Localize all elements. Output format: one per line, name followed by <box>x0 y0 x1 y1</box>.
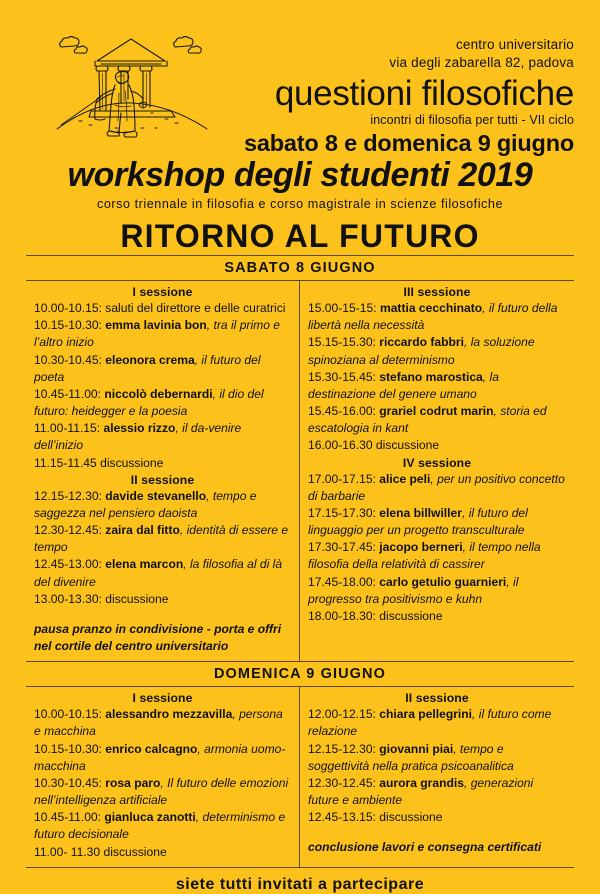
session-heading: I sessione <box>132 691 193 706</box>
schedule-entry <box>34 300 291 317</box>
venue-address: via degli zabarella 82, padova <box>389 54 574 70</box>
venue-and-title-block <box>244 36 574 155</box>
entry-talk-title: , per un positivo concetto di barbarie <box>308 471 565 503</box>
session-heading: III sessione <box>403 285 471 299</box>
entry-talk-title: , il progresso tra positivismo e kuhn <box>308 574 519 606</box>
theme-title: RITORNO AL FUTURO <box>120 217 480 254</box>
entry-talk-title: , il dio del futuro: heidegger e la poesia <box>34 386 264 419</box>
schedule-entry <box>34 455 291 472</box>
entry-speaker: jacopo berneri <box>375 540 463 555</box>
day-title: SABATO 8 GIUGNO <box>26 256 574 281</box>
session-heading: II sessione <box>405 691 469 706</box>
schedule-column-right <box>300 281 574 661</box>
day-block <box>26 255 574 661</box>
schedule-entry <box>308 369 566 403</box>
entry-speaker: zaira dal fitto <box>101 523 180 538</box>
entry-time: 10.45-11.00: <box>34 386 102 401</box>
schedule <box>26 255 574 894</box>
entry-time: 10.00-10.15: <box>34 301 102 315</box>
entry-talk-title: , storia ed escatologia in kant <box>308 404 547 436</box>
entry-label: discussione <box>372 438 440 453</box>
entry-talk-title: , identità di essere e tempo <box>34 523 289 555</box>
schedule-entry <box>308 608 566 625</box>
entry-label: discussione <box>375 810 443 825</box>
entry-talk-title: , persona e macchina <box>34 707 283 739</box>
schedule-entry <box>308 539 566 573</box>
entry-time: 17.15-17.30: <box>308 505 376 520</box>
entry-speaker: mattia cecchinato <box>376 301 483 315</box>
schedule-entry <box>308 403 566 437</box>
entry-speaker: elena billwiller <box>375 505 462 520</box>
entry-speaker: niccolò debernardi <box>101 386 213 401</box>
schedule-entry <box>34 741 291 775</box>
schedule-entry <box>34 317 291 351</box>
schedule-entry <box>34 809 291 843</box>
entry-time: 13.00-13.30: <box>34 591 102 606</box>
entry-time: 17.00-17.15: <box>308 471 376 486</box>
entry-speaker: rosa paro <box>101 775 161 790</box>
schedule-entry <box>34 775 291 809</box>
entry-talk-title: , il futuro del poeta <box>34 352 261 384</box>
poster-header <box>0 0 600 254</box>
entry-time: 12.45-13.00: <box>34 557 102 572</box>
entry-talk-title: , Il futuro delle emozioni nell’intelligenza artificiale <box>34 775 289 808</box>
footer-invitation: siete tutti invitati a partecipare <box>175 875 425 893</box>
entry-speaker: enrico calcagno <box>101 741 198 756</box>
entry-talk-title: , la filosofia al di là del divenire <box>34 557 283 589</box>
entry-talk-title: , il futuro della libertà nella necessità <box>308 301 558 333</box>
entry-label: saluti del direttore e delle curatrici <box>101 301 286 315</box>
schedule-entry <box>34 488 291 522</box>
schedule-column-left <box>26 281 300 661</box>
entry-time: 15.15-15.30: <box>308 335 376 350</box>
session-heading: IV sessione <box>402 455 472 470</box>
entry-time: 16.00-16.30 <box>308 438 373 453</box>
entry-talk-title: , generazioni future e ambiente <box>308 775 534 808</box>
schedule-entry <box>308 471 566 505</box>
entry-speaker: alessio rizzo <box>100 421 176 436</box>
entry-time: 15.00-15-15: <box>308 301 377 315</box>
poster-main-title: questioni filosofiche <box>274 73 574 113</box>
entry-time: 15.45-16.00: <box>308 404 376 419</box>
entry-time: 12.15-12.30: <box>34 488 102 503</box>
entry-time: 12.30-12.45: <box>308 775 376 790</box>
schedule-entry <box>34 706 291 740</box>
session-heading: II sessione <box>130 472 195 487</box>
entry-time: 12.00-12.15: <box>308 707 376 722</box>
entry-talk-title: , la destinazione del genere umano <box>308 369 499 401</box>
entry-speaker: chiara pellegrini <box>375 707 473 722</box>
entry-time: 17.45-18.00: <box>308 574 376 589</box>
greek-temple-philosopher-illustration <box>55 33 210 161</box>
day-columns <box>26 281 574 661</box>
entry-time: 15.30-15.45: <box>308 369 376 384</box>
session-heading: I sessione <box>132 285 193 299</box>
schedule-entry <box>308 809 566 826</box>
entry-label: discussione <box>100 844 167 859</box>
entry-speaker: stefano marostica <box>375 369 483 384</box>
schedule-entry <box>308 334 566 368</box>
schedule-entry <box>308 574 566 608</box>
day-title: DOMENICA 9 GIUGNO <box>26 662 574 687</box>
entry-speaker: davide stevanello <box>101 488 207 503</box>
entry-time: 18.00-18.30: <box>308 608 376 623</box>
schedule-entry <box>34 420 291 454</box>
schedule-entry <box>308 300 566 334</box>
schedule-column-right <box>300 687 574 867</box>
days-container <box>26 255 574 867</box>
entry-time: 11.00- 11.30 <box>34 844 101 859</box>
schedule-note: pausa pranzo in condivisione - porta e offri nel cortile del centro universitario <box>34 621 282 654</box>
schedule-entry <box>34 522 291 556</box>
entry-label: discussione <box>375 608 443 623</box>
schedule-entry <box>308 741 566 775</box>
entry-speaker: alessandro mezzavilla <box>101 707 233 722</box>
entry-talk-title: , armonia uomo-macchina <box>34 741 286 773</box>
entry-time: 12.30-12.45: <box>34 523 102 538</box>
entry-talk-title: , determinismo e futuro decisionale <box>34 810 286 842</box>
entry-talk-title: , tempo e soggettività nella pratica psicoanalitica <box>308 741 514 773</box>
entry-time: 10.30-10.45: <box>34 352 102 367</box>
entry-time: 11.00-11.15: <box>34 421 101 436</box>
schedule-entry <box>34 556 291 590</box>
entry-time: 12.15-12.30: <box>308 741 376 756</box>
entry-speaker: grariel codrut marin <box>375 404 494 419</box>
schedule-entry <box>308 505 566 539</box>
entry-time: 10.30-10.45: <box>34 775 102 790</box>
entry-time: 17.30-17.45: <box>308 540 376 555</box>
poster-dates: sabato 8 e domenica 9 giugno <box>244 129 574 156</box>
venue-name: centro universitario <box>455 37 574 52</box>
schedule-column-left <box>26 687 300 867</box>
course-line: corso triennale in filosofia e corso magistrale in scienze filosofiche <box>97 196 503 211</box>
entry-speaker: aurora grandis <box>375 775 464 790</box>
cloud-right-icon <box>174 37 202 54</box>
schedule-entry <box>34 844 291 861</box>
cloud-left-icon <box>60 37 88 54</box>
entry-speaker: riccardo fabbri <box>375 335 464 350</box>
poster-subtitle: incontri di filosofia per tutti - VII ciclo <box>370 113 574 127</box>
entry-talk-title: , tempo e saggezza nel pensiero daoista <box>34 488 257 520</box>
poster-center-titles <box>0 158 600 254</box>
entry-speaker: elena marcon <box>101 557 184 572</box>
entry-label: discussione <box>96 455 164 470</box>
entry-speaker: emma lavinia bon <box>101 318 207 333</box>
day-columns <box>26 687 574 867</box>
entry-talk-title: , il tempo nella filosofia della relatività di cassirer <box>308 540 541 572</box>
entry-time: 11.15-11.45 <box>34 455 97 470</box>
entry-time: 12.45-13.15: <box>308 810 376 825</box>
entry-label: discussione <box>101 591 169 606</box>
schedule-note: conclusione lavori e consegna certificati <box>308 840 542 855</box>
day-block <box>26 661 574 867</box>
entry-speaker: alice peli <box>375 471 431 486</box>
schedule-entry <box>308 437 566 454</box>
entry-talk-title: , tra il primo e l’altro inizio <box>34 318 281 350</box>
entry-time: 10.45-11.00: <box>34 810 102 825</box>
entry-talk-title: , il futuro del linguaggio per un progetto transculturale <box>308 505 528 538</box>
schedule-entry <box>308 706 566 740</box>
schedule-entry <box>34 386 291 420</box>
entry-speaker: giovanni piai <box>375 741 454 756</box>
entry-time: 10.15-10.30: <box>34 318 102 333</box>
entry-time: 10.00-10.15: <box>34 707 102 722</box>
schedule-entry <box>34 352 291 386</box>
entry-speaker: eleonora crema <box>101 352 195 367</box>
entry-talk-title: , il futuro come relazione <box>308 707 552 739</box>
entry-time: 10.15-10.30: <box>34 741 102 756</box>
workshop-title: workshop degli studenti 2019 <box>67 156 533 194</box>
entry-speaker: carlo getulio guarnieri <box>375 574 507 589</box>
schedule-entry <box>34 591 291 608</box>
entry-talk-title: , il da-venire dell’inizio <box>34 421 242 453</box>
entry-speaker: gianluca zanotti <box>101 810 196 825</box>
entry-talk-title: , la soluzione spinoziana al determinismo <box>308 335 535 367</box>
schedule-entry <box>308 775 566 809</box>
